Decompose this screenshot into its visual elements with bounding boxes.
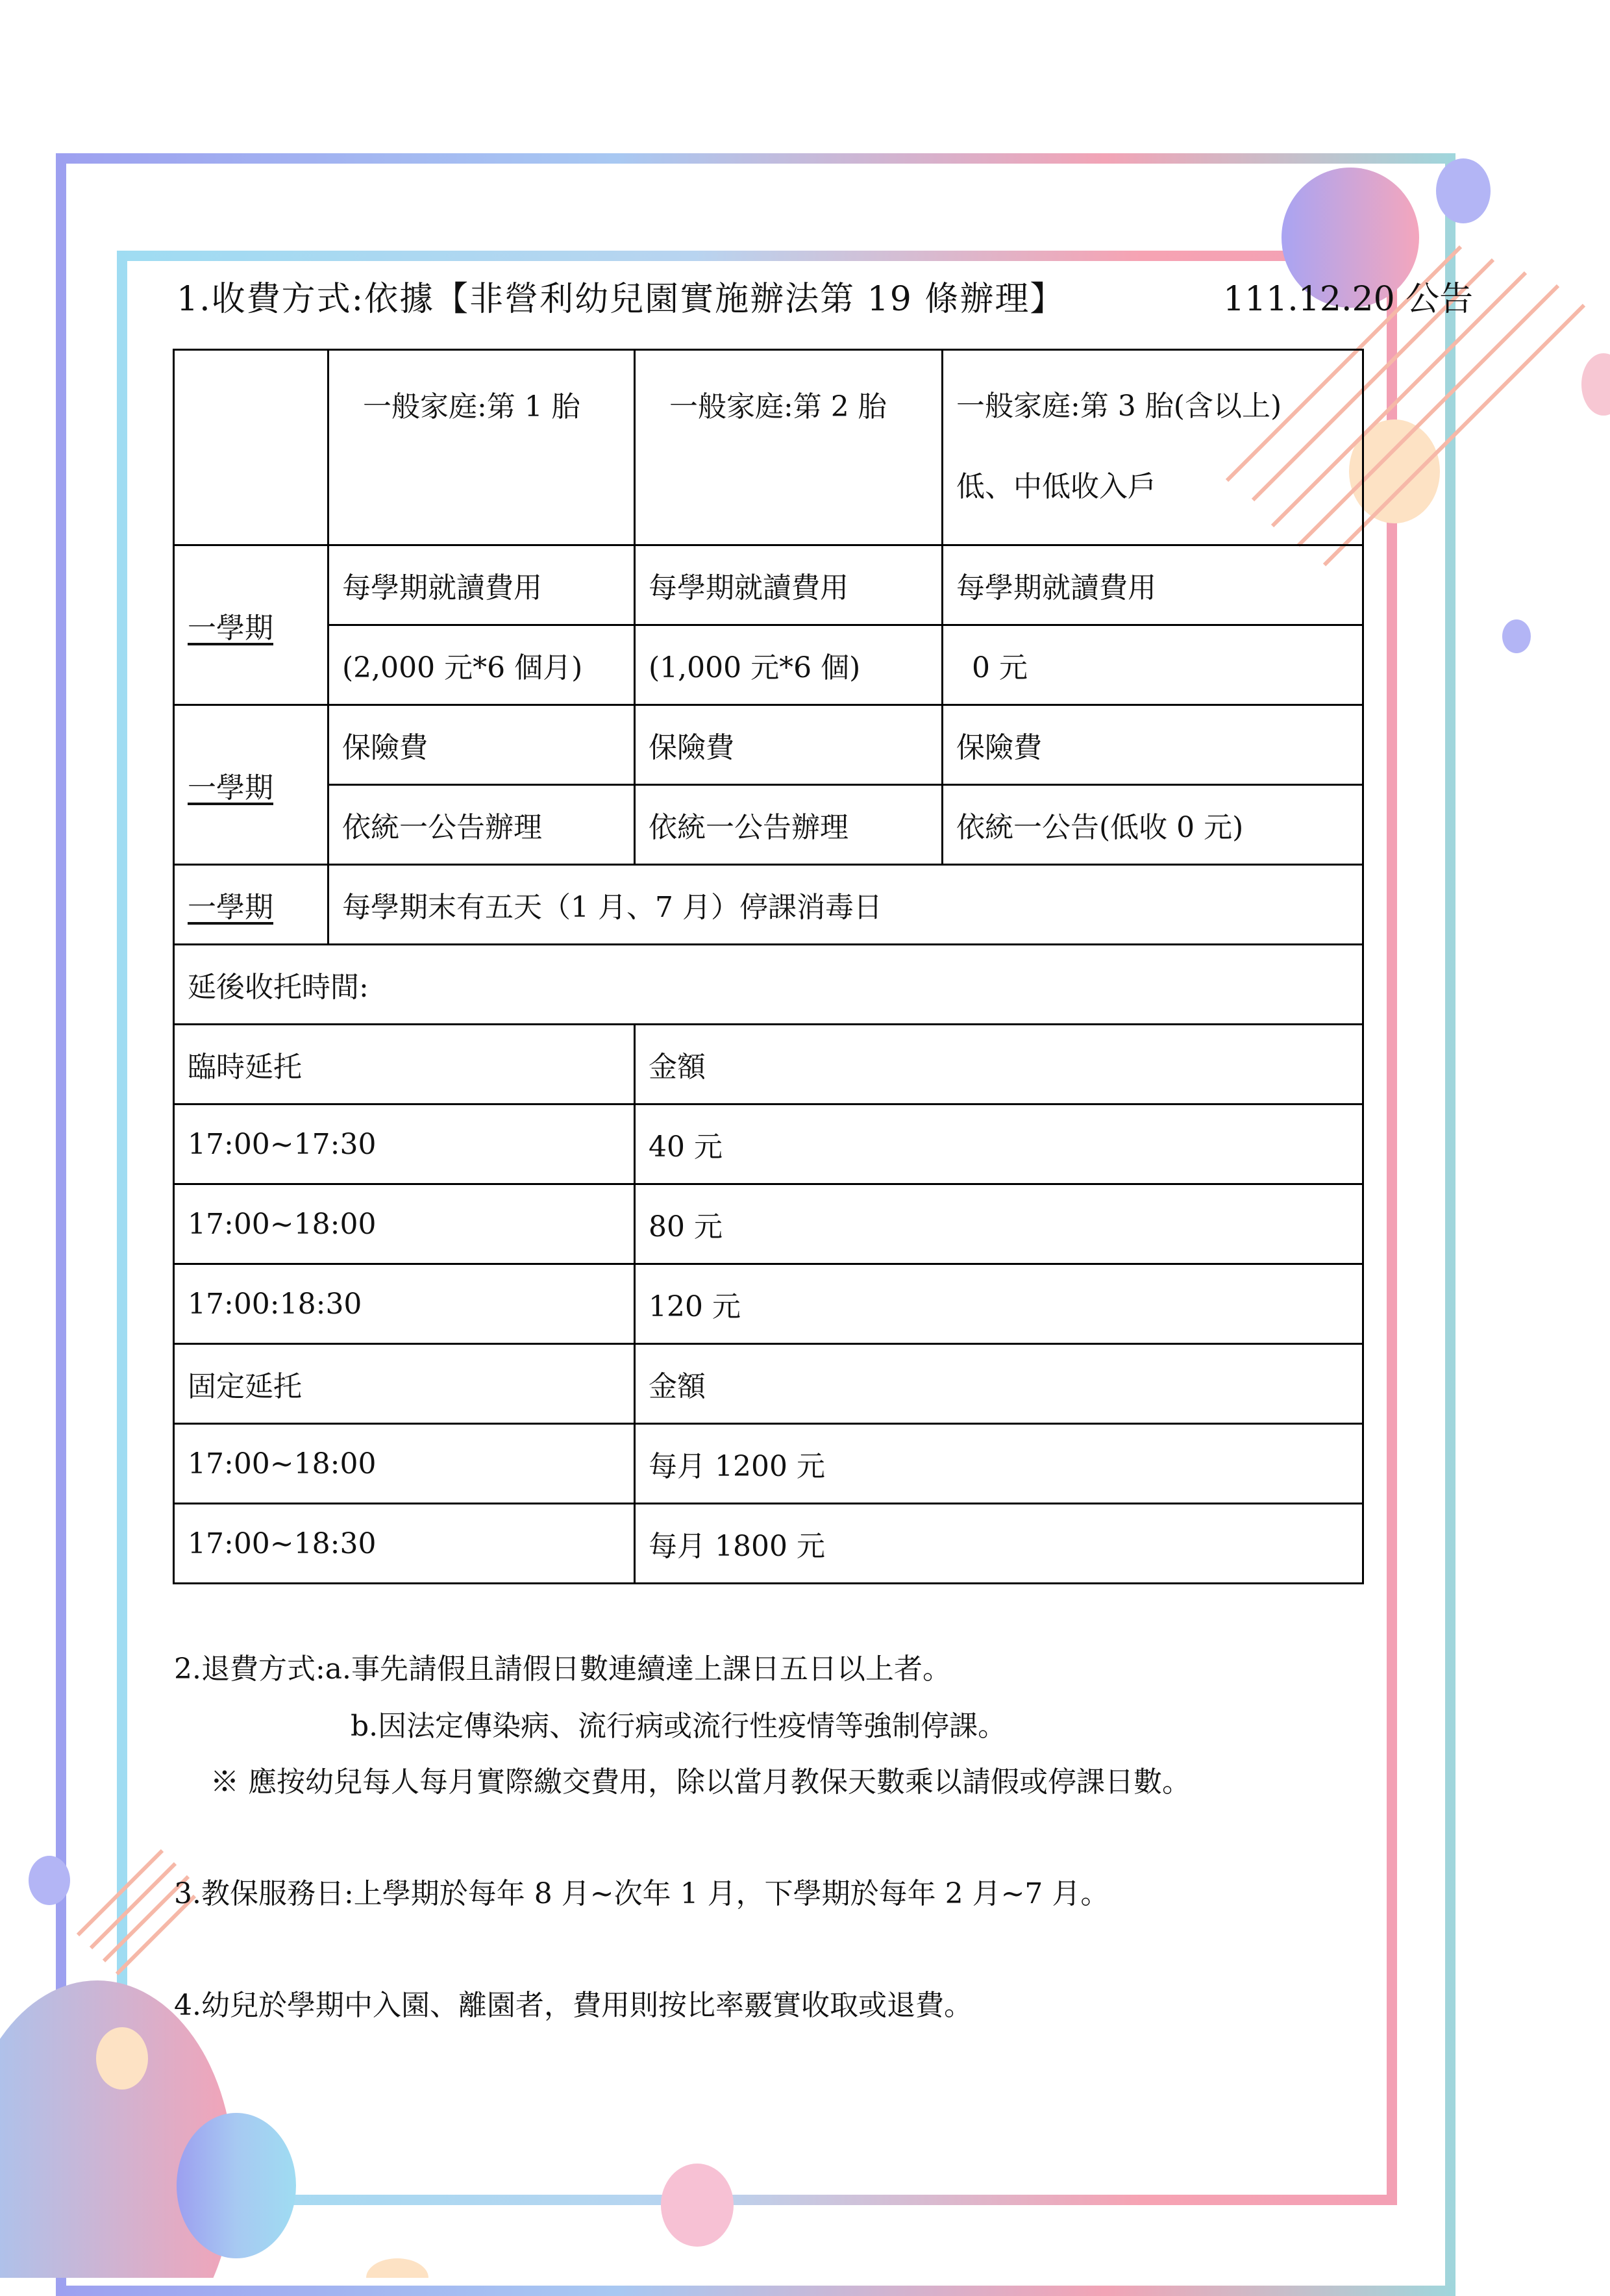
table-header-row xyxy=(174,350,1363,545)
header-second-child xyxy=(635,350,943,545)
refund-note: ※ 應按幼兒每人每月實際繳交費用，除以當月教保天數乘以請假或停課日數。 xyxy=(210,1766,1191,1799)
bottom-peach-dot xyxy=(366,2258,428,2278)
amount-cell: 120 元 xyxy=(635,1264,1363,1344)
table-row xyxy=(174,625,1363,705)
closure-period-label: 一學期 xyxy=(188,891,273,924)
table-cell: 保險費 xyxy=(943,705,1363,785)
table-cell: 依統一公告辦理 xyxy=(635,785,943,865)
header-first-child xyxy=(328,350,635,545)
table-row xyxy=(174,1025,1363,1104)
temporary-header-cell: 臨時延托 xyxy=(174,1025,635,1104)
amount-cell: 80 元 xyxy=(635,1184,1363,1264)
table-cell: 每學期就讀費用 xyxy=(328,545,635,625)
table-cell: (1,000 元*6 個) xyxy=(635,625,943,705)
tuition-period-cell xyxy=(174,545,328,705)
fee-table xyxy=(173,349,1364,1584)
tuition-period-label: 一學期 xyxy=(188,611,273,645)
table-row xyxy=(174,1104,1363,1184)
fixed-header-cell: 固定延托 xyxy=(174,1344,635,1424)
left-purple-dot xyxy=(29,1856,70,1905)
service-days-text: 3.教保服務日:上學期於每年 8 月~次年 1 月，下學期於每年 2 月~7 月。 xyxy=(174,1877,1109,1910)
table-row xyxy=(174,1424,1363,1504)
bottom-left-peach-dot xyxy=(96,2027,148,2090)
header-third-child xyxy=(943,350,1363,545)
page-title: 1.收費方式:依據【非營利幼兒園實施辦法第 19 條辦理】 xyxy=(177,280,1065,319)
table-row xyxy=(174,1264,1363,1344)
time-cell: 17:00:18:30 xyxy=(174,1264,635,1344)
table-cell: 保險費 xyxy=(635,705,943,785)
table-cell: 保險費 xyxy=(328,705,635,785)
table-row xyxy=(174,545,1363,625)
time-cell: 17:00~18:30 xyxy=(174,1504,635,1584)
header-third-child-label: 一般家庭:第 3 胎(含以上) xyxy=(956,390,1282,423)
time-cell: 17:00~18:00 xyxy=(174,1424,635,1504)
table-cell: 每學期就讀費用 xyxy=(635,545,943,625)
header-low-income-label: 低、中低收入戶 xyxy=(956,470,1156,503)
table-row xyxy=(174,785,1363,865)
closure-text-cell: 每學期末有五天（1 月、7 月）停課消毒日 xyxy=(328,865,1363,945)
table-row xyxy=(174,1184,1363,1264)
amount-cell: 每月 1200 元 xyxy=(635,1424,1363,1504)
time-cell: 17:00~17:30 xyxy=(174,1104,635,1184)
header-second-child-label: 一般家庭:第 2 胎 xyxy=(669,390,887,423)
table-row xyxy=(174,705,1363,785)
late-pickup-title: 延後收托時間: xyxy=(174,945,1363,1025)
table-cell: 每學期就讀費用 xyxy=(943,545,1363,625)
header-empty-cell xyxy=(174,350,328,545)
mid-term-text: 4.幼兒於學期中入園、離園者，費用則按比率覈實收取或退費。 xyxy=(174,1989,972,2022)
amount-cell: 40 元 xyxy=(635,1104,1363,1184)
bottom-left-stripes xyxy=(78,1851,195,1974)
insurance-period-cell xyxy=(174,705,328,865)
right-small-purple-dot xyxy=(1502,619,1531,653)
time-cell: 17:00~18:00 xyxy=(174,1184,635,1264)
notice-date: 111.12.20 公告 xyxy=(1223,280,1474,319)
amount-cell: 每月 1800 元 xyxy=(635,1504,1363,1584)
top-right-small-purple-circle xyxy=(1436,158,1491,223)
bottom-left-gradient-circle xyxy=(177,2113,296,2258)
table-cell: 依統一公告(低收 0 元) xyxy=(943,785,1363,865)
table-cell: 0 元 xyxy=(943,625,1363,705)
refund-line-a: 2.退費方式:a.事先請假且請假日數連續達上課日五日以上者。 xyxy=(174,1653,952,1686)
header-first-child-label: 一般家庭:第 1 胎 xyxy=(363,390,580,423)
amount-header-cell: 金額 xyxy=(635,1344,1363,1424)
table-row xyxy=(174,1504,1363,1584)
bottom-pink-circle xyxy=(661,2164,734,2247)
amount-header-cell: 金額 xyxy=(635,1025,1363,1104)
table-row xyxy=(174,865,1363,945)
refund-line-b: b.因法定傳染病、流行病或流行性疫情等強制停課。 xyxy=(351,1710,1007,1743)
table-cell: 依統一公告辦理 xyxy=(328,785,635,865)
table-row xyxy=(174,945,1363,1025)
table-row xyxy=(174,1344,1363,1424)
right-edge-pink-dot xyxy=(1581,353,1610,416)
insurance-period-label: 一學期 xyxy=(188,771,273,805)
table-cell: (2,000 元*6 個月) xyxy=(328,625,635,705)
closure-period-cell xyxy=(174,865,328,945)
